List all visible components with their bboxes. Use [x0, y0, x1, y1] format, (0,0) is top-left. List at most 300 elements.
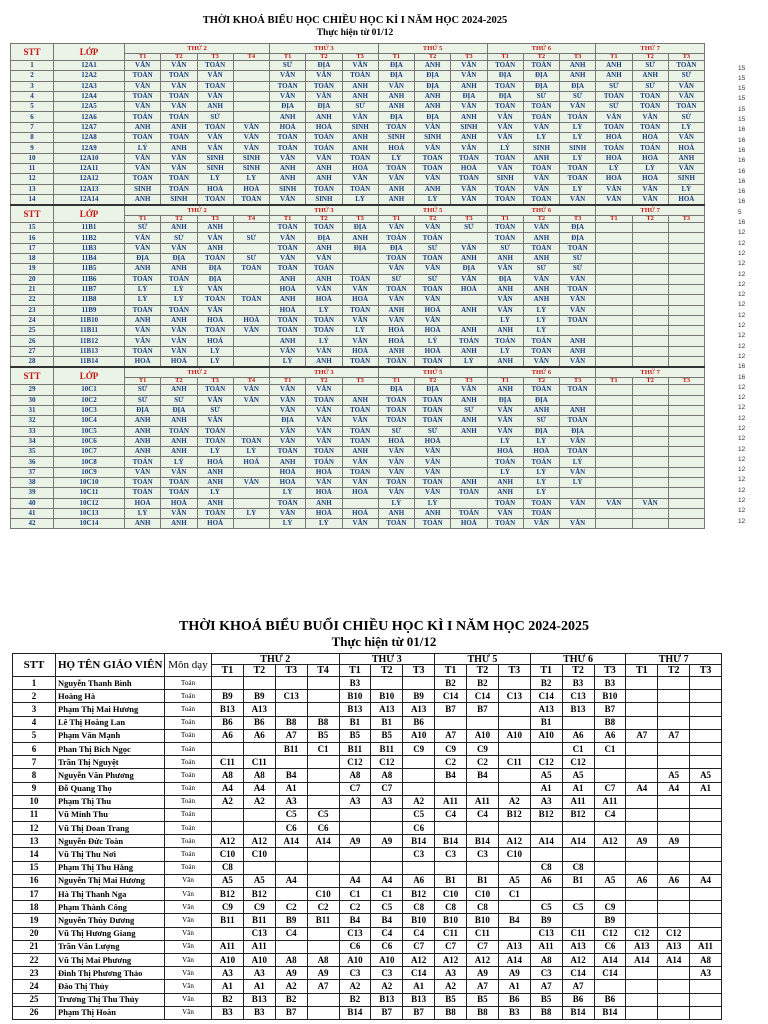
subject-cell — [668, 357, 704, 368]
subject-cell: TOÁN — [197, 385, 233, 395]
subject-cell: TOÁN — [668, 102, 704, 112]
period-header: T3 — [451, 54, 487, 61]
class-cell: B11 — [212, 914, 244, 927]
class-cell — [498, 742, 530, 755]
subject-cell: ANH — [487, 385, 523, 395]
class-cell — [243, 677, 275, 690]
class-cell: A8 — [339, 769, 371, 782]
row-number: 5 — [11, 102, 54, 112]
subject-cell: TOÁN — [270, 243, 306, 253]
class-cell: C10 — [307, 888, 339, 901]
class-cell: A3 — [435, 967, 467, 980]
subject-cell: HOÁ — [270, 122, 306, 132]
subject-cell: ANH — [197, 223, 233, 233]
row-number: 10 — [11, 153, 54, 163]
class-cell — [594, 756, 626, 769]
subject-cell: HOÁ — [197, 519, 233, 529]
class-cell — [690, 861, 722, 874]
subject-cell: SINH — [197, 153, 233, 163]
subject-cell: SỬ — [451, 405, 487, 415]
day-header: THỨ 3 — [270, 205, 379, 216]
subject-cell: ANH — [270, 295, 306, 305]
subject-cell: LÝ — [161, 295, 197, 305]
subject-cell: SỬ — [596, 81, 632, 91]
class-cell — [626, 677, 658, 690]
class-cell — [562, 888, 594, 901]
subject-name: Văn — [165, 927, 212, 940]
subject-cell — [596, 336, 632, 346]
subject-cell: VĂN — [378, 81, 414, 91]
subject-cell — [668, 264, 704, 274]
subject-name: Toán — [165, 756, 212, 769]
class-name: 11B12 — [54, 336, 125, 346]
row-number: 26 — [11, 336, 54, 346]
row-number: 6 — [11, 112, 54, 122]
subject-cell: HOÁ — [125, 498, 161, 508]
class-cell: B4 — [435, 769, 467, 782]
class-cell: B8 — [530, 1006, 562, 1019]
row-number: 16 — [13, 874, 56, 887]
subject-cell: LÝ — [306, 305, 342, 315]
subject-cell: ANH — [125, 194, 161, 205]
class-cell: C5 — [275, 808, 307, 821]
subject-cell: LÝ — [270, 357, 306, 368]
day-header: THỨ 6 — [487, 205, 596, 216]
class-cell: A8 — [530, 953, 562, 966]
subject-cell: TOÁN — [270, 498, 306, 508]
class-row — [11, 346, 705, 356]
class-cell: A6 — [403, 874, 435, 887]
class-cell: A12 — [243, 835, 275, 848]
subject-cell: TOÁN — [632, 91, 668, 101]
subject-cell: HOÁ — [342, 295, 378, 305]
class-cell: C6 — [403, 822, 435, 835]
teacher-row — [13, 914, 722, 927]
class-cell — [498, 782, 530, 795]
subject-cell: VĂN — [632, 112, 668, 122]
class-cell — [307, 1006, 339, 1019]
subject-cell: ANH — [632, 71, 668, 81]
class-name: 12A5 — [54, 102, 125, 112]
teacher-name: Trần Thị Nguyệt — [56, 756, 165, 769]
subject-cell: SINH — [233, 153, 269, 163]
row-number: 11 — [13, 808, 56, 821]
teacher-row — [13, 795, 722, 808]
class-cell: B14 — [467, 835, 499, 848]
subject-cell — [632, 385, 668, 395]
class-cell — [307, 993, 339, 1006]
subject-cell: VĂN — [668, 163, 704, 173]
subject-cell: HOÁ — [596, 174, 632, 184]
period-header: T1 — [270, 54, 306, 61]
period-header: T2 — [306, 378, 342, 385]
subject-cell: SỬ — [632, 81, 668, 91]
class-cell: A8 — [307, 953, 339, 966]
teacher-name: Đào Thị Thủy — [56, 980, 165, 993]
subject-cell: VĂN — [632, 194, 668, 205]
class-cell — [435, 861, 467, 874]
teacher-row — [13, 901, 722, 914]
subject-cell: SỬ — [415, 274, 451, 284]
subject-cell: VĂN — [161, 102, 197, 112]
class-row — [11, 498, 705, 508]
subject-cell: VĂN — [451, 143, 487, 153]
subject-cell — [668, 336, 704, 346]
subject-cell — [596, 326, 632, 336]
class-cell: A4 — [658, 782, 690, 795]
subject-cell — [233, 112, 269, 122]
subject-cell — [668, 488, 704, 498]
row-number: 21 — [13, 940, 56, 953]
subject-cell: SINH — [233, 163, 269, 173]
class-cell: A1 — [403, 980, 435, 993]
subject-cell: VĂN — [125, 243, 161, 253]
subject-cell: TOÁN — [560, 447, 596, 457]
subject-cell: ĐỊA — [125, 405, 161, 415]
class-cell — [403, 782, 435, 795]
teacher-row — [13, 1006, 722, 1019]
teacher-row — [13, 993, 722, 1006]
class-cell — [339, 861, 371, 874]
subject-cell: LÝ — [125, 508, 161, 518]
class-cell: C8 — [530, 861, 562, 874]
subject-cell: TOÁN — [668, 61, 704, 71]
subject-name: Toán — [165, 716, 212, 729]
class-cell: C10 — [212, 848, 244, 861]
subject-cell: SINH — [197, 163, 233, 173]
class-row — [11, 143, 705, 153]
class-cell: B6 — [403, 716, 435, 729]
subject-cell: ANH — [270, 336, 306, 346]
subject-cell: ĐỊA — [378, 71, 414, 81]
period-header: T1 — [378, 378, 414, 385]
period-count: 12 — [738, 455, 746, 463]
row-number: 20 — [11, 274, 54, 284]
subject-name: Toán — [165, 808, 212, 821]
subject-cell: VĂN — [270, 405, 306, 415]
period-header: T2 — [415, 54, 451, 61]
subject-cell — [632, 426, 668, 436]
class-cell — [212, 808, 244, 821]
block-header-row — [11, 205, 705, 216]
subject-cell — [632, 254, 668, 264]
subject-cell: ANH — [125, 519, 161, 529]
subject-cell: TOÁN — [270, 447, 306, 457]
period-count: 12 — [738, 291, 746, 299]
subject-cell: ĐỊA — [161, 405, 197, 415]
class-row — [11, 416, 705, 426]
subject-cell: TOÁN — [125, 274, 161, 284]
subject-cell: ANH — [451, 346, 487, 356]
subject-cell: VĂN — [270, 254, 306, 264]
class-cell — [690, 716, 722, 729]
subject-cell: ANH — [378, 346, 414, 356]
row-number: 32 — [11, 416, 54, 426]
teacher-name: Nguyễn Văn Phương — [56, 769, 165, 782]
period-header: T3 — [560, 54, 596, 61]
subject-cell: HOÁ — [270, 467, 306, 477]
subject-cell: HOÁ — [451, 284, 487, 294]
class-cell: C14 — [403, 967, 435, 980]
subject-cell: VĂN — [197, 395, 233, 405]
class-cell — [658, 716, 690, 729]
subject-cell: TOÁN — [233, 194, 269, 205]
subject-cell: TOÁN — [415, 153, 451, 163]
subject-cell: TOÁN — [161, 426, 197, 436]
subject-cell: ĐỊA — [487, 71, 523, 81]
subject-cell: VĂN — [596, 498, 632, 508]
subject-cell: ĐỊA — [415, 112, 451, 122]
subject-cell: ANH — [125, 426, 161, 436]
subject-cell: VĂN — [125, 163, 161, 173]
class-cell — [498, 703, 530, 716]
subject-cell: TOÁN — [378, 163, 414, 173]
class-row — [11, 223, 705, 233]
class-cell: A14 — [275, 835, 307, 848]
subject-cell: ANH — [161, 385, 197, 395]
subject-cell: LÝ — [415, 498, 451, 508]
row-number: 25 — [11, 326, 54, 336]
subject-cell: HOÁ — [632, 133, 668, 143]
class-cell: A8 — [371, 769, 403, 782]
subject-cell: TOÁN — [197, 254, 233, 264]
subject-cell: HOÁ — [125, 357, 161, 368]
subject-cell: HOÁ — [197, 336, 233, 346]
class-cell: A9 — [626, 835, 658, 848]
subject-cell: VĂN — [451, 194, 487, 205]
class-name: 10C12 — [54, 498, 125, 508]
subject-cell: LÝ — [415, 336, 451, 346]
row-number: 38 — [11, 477, 54, 487]
subject-cell: ANH — [415, 61, 451, 71]
subject-cell: TOÁN — [560, 163, 596, 173]
subject-cell: TOÁN — [125, 133, 161, 143]
period-header: T2 — [161, 378, 197, 385]
class-cell: A12 — [212, 835, 244, 848]
subject-cell: ĐỊA — [487, 395, 523, 405]
class-cell: C7 — [339, 782, 371, 795]
subject-cell — [632, 395, 668, 405]
period-count: 16 — [738, 167, 746, 175]
class-cell: C12 — [626, 927, 658, 940]
subject-cell: TOÁN — [342, 305, 378, 315]
class-cell: A13 — [371, 703, 403, 716]
subject-cell: VĂN — [306, 284, 342, 294]
subject-cell: LÝ — [668, 184, 704, 194]
period-count: 12 — [738, 383, 746, 391]
teacher-row — [13, 927, 722, 940]
class-cell: A2 — [243, 795, 275, 808]
subject-cell — [596, 488, 632, 498]
class-cell: A11 — [562, 795, 594, 808]
subject-cell: ĐỊA — [560, 223, 596, 233]
subject-cell: ANH — [560, 346, 596, 356]
period-header: T1 — [596, 378, 632, 385]
subject-cell — [632, 264, 668, 274]
class-cell: B10 — [467, 914, 499, 927]
subject-cell: ANH — [487, 254, 523, 264]
class-cell: A11 — [467, 795, 499, 808]
subject-cell: TOÁN — [125, 91, 161, 101]
subject-cell: TOÁN — [523, 243, 559, 253]
subject-cell: ĐỊA — [451, 91, 487, 101]
period-header: T1 — [487, 216, 523, 223]
header-subject: Môn dạy — [165, 654, 212, 677]
class-cell: B10 — [594, 690, 626, 703]
subject-cell: TOÁN — [342, 357, 378, 368]
period-count: 12 — [738, 424, 746, 432]
subject-cell: TOÁN — [451, 508, 487, 518]
subject-cell: HOÁ — [270, 477, 306, 487]
class-cell: A13 — [530, 703, 562, 716]
class-cell: C3 — [339, 967, 371, 980]
subject-cell: HOÁ — [306, 295, 342, 305]
class-cell — [307, 677, 339, 690]
subject-cell — [233, 71, 269, 81]
teacher-row — [13, 808, 722, 821]
subject-cell: HOÁ — [270, 284, 306, 294]
class-cell: A14 — [658, 953, 690, 966]
subject-cell: VĂN — [197, 71, 233, 81]
class-cell: A1 — [690, 782, 722, 795]
class-name: 10C4 — [54, 416, 125, 426]
subject-cell: VĂN — [342, 174, 378, 184]
class-cell: C13 — [339, 927, 371, 940]
subject-cell — [233, 91, 269, 101]
subject-cell — [233, 243, 269, 253]
subject-cell — [233, 467, 269, 477]
row-number: 25 — [13, 993, 56, 1006]
subject-cell: TOÁN — [523, 508, 559, 518]
subject-cell: TOÁN — [487, 184, 523, 194]
subject-cell: ANH — [342, 233, 378, 243]
class-cell: C8 — [562, 861, 594, 874]
subject-cell: VĂN — [523, 519, 559, 529]
period-count: 12 — [738, 507, 746, 515]
subject-cell: LÝ — [487, 143, 523, 153]
subject-cell: TOÁN — [306, 133, 342, 143]
class-cell — [626, 795, 658, 808]
class-row — [11, 357, 705, 368]
subject-cell: SINH — [306, 194, 342, 205]
class-cell — [658, 967, 690, 980]
subject-cell: VĂN — [378, 223, 414, 233]
class-cell: C7 — [403, 940, 435, 953]
class-cell: B4 — [498, 914, 530, 927]
class-cell: C9 — [467, 742, 499, 755]
class-cell — [658, 888, 690, 901]
period-header: T1 — [487, 378, 523, 385]
row-number: 24 — [11, 315, 54, 325]
period-header: T1 — [125, 378, 161, 385]
class-cell: A5 — [530, 769, 562, 782]
subject-cell: HOÁ — [668, 143, 704, 153]
subject-cell: TOÁN — [415, 254, 451, 264]
class-cell: C13 — [562, 690, 594, 703]
subject-cell — [233, 102, 269, 112]
class-row — [11, 436, 705, 446]
class-cell — [626, 993, 658, 1006]
subject-cell: TOÁN — [125, 477, 161, 487]
subject-cell: VĂN — [415, 447, 451, 457]
period-count-column — [738, 43, 768, 527]
row-number: 9 — [11, 143, 54, 153]
row-number: 18 — [13, 901, 56, 914]
row-number: 7 — [11, 122, 54, 132]
class-name: 12A14 — [54, 194, 125, 205]
subject-cell: HOÁ — [306, 488, 342, 498]
class-cell: B1 — [435, 874, 467, 887]
class-cell: B4 — [275, 769, 307, 782]
subject-name: Toán — [165, 769, 212, 782]
period-header: T2 — [371, 665, 403, 677]
teacher-row — [13, 888, 722, 901]
period-count: 16 — [738, 177, 746, 185]
class-cell: B3 — [212, 1006, 244, 1019]
subject-cell: TOÁN — [125, 112, 161, 122]
subject-cell — [560, 326, 596, 336]
class-cell — [371, 677, 403, 690]
class-cell — [690, 888, 722, 901]
period-header: T3 — [403, 665, 435, 677]
subject-name: Văn — [165, 953, 212, 966]
subject-cell: TOÁN — [270, 223, 306, 233]
subject-cell: VĂN — [233, 477, 269, 487]
class-cell: A2 — [371, 980, 403, 993]
subject-cell: VĂN — [233, 385, 269, 395]
subject-cell — [451, 295, 487, 305]
row-number: 39 — [11, 488, 54, 498]
subject-cell: VĂN — [560, 467, 596, 477]
subject-cell — [596, 254, 632, 264]
subject-cell: ĐỊA — [306, 233, 342, 243]
subject-cell: TOÁN — [161, 305, 197, 315]
class-cell: C14 — [594, 967, 626, 980]
class-cell: A12 — [403, 953, 435, 966]
subject-cell: VĂN — [161, 336, 197, 346]
subject-cell — [596, 508, 632, 518]
period-header: T2 — [523, 216, 559, 223]
subject-cell — [632, 295, 668, 305]
row-number: 31 — [11, 405, 54, 415]
class-cell — [594, 980, 626, 993]
class-name: 12A2 — [54, 71, 125, 81]
teacher-row — [13, 861, 722, 874]
class-cell: B11 — [275, 742, 307, 755]
subject-cell: ANH — [342, 81, 378, 91]
class-cell: C4 — [275, 927, 307, 940]
subject-cell: ĐỊA — [270, 102, 306, 112]
subject-cell: VĂN — [415, 315, 451, 325]
class-cell — [690, 901, 722, 914]
subject-cell: ANH — [451, 254, 487, 264]
class-cell: A9 — [339, 835, 371, 848]
subject-cell — [560, 488, 596, 498]
subject-cell: SỬ — [560, 264, 596, 274]
subject-cell: LÝ — [270, 519, 306, 529]
subject-cell: LÝ — [233, 447, 269, 457]
class-cell: A7 — [530, 980, 562, 993]
teacher-row — [13, 874, 722, 887]
period-count: 12 — [738, 497, 746, 505]
subject-cell: SỬ — [487, 243, 523, 253]
class-cell: C10 — [467, 888, 499, 901]
class-cell: B13 — [212, 703, 244, 716]
class-cell — [658, 756, 690, 769]
subject-cell: VĂN — [197, 143, 233, 153]
class-cell: C8 — [212, 861, 244, 874]
class-cell — [690, 914, 722, 927]
